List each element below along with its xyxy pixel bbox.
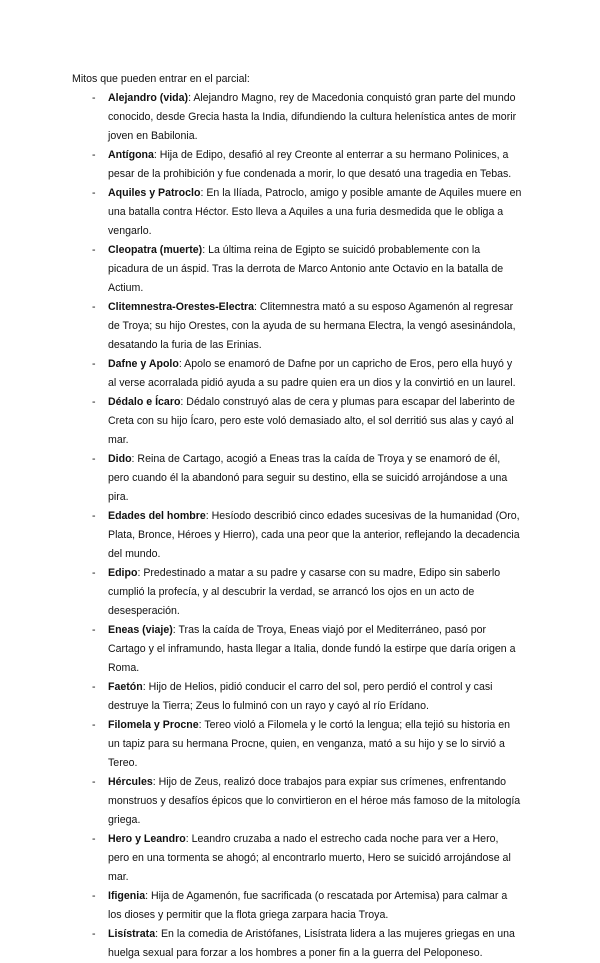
bullet-dash: - [92, 833, 96, 845]
myth-description: : Predestinado a matar a su padre y casarse con su madre, Edipo sin saberlo cumplió la profecía, y al descubrir la verdad, se arrancó los ojos en un acto de desesperación. [108, 567, 501, 617]
myth-description: : Hijo de Helios, pidió conducir el carro del sol, pero perdió el control y casi destruye la Tierra; Zeus lo fulminó con un rayo y cayó al río Erídano. [108, 681, 493, 712]
list-item [72, 925, 522, 963]
bullet-dash: - [92, 719, 96, 731]
list-item [72, 184, 522, 241]
list-item [72, 507, 522, 564]
myth-description: : Tras la caída de Troya, Eneas viajó por el Mediterráneo, pasó por Cartago y el inframundo, hasta llegar a Italia, donde fundó la estirpe que daría origen a Roma. [108, 624, 516, 674]
bullet-dash: - [92, 187, 96, 199]
myth-description: : Reina de Cartago, acogió a Eneas tras la caída de Troya y se enamoró de él, pero cuando él la abandonó para seguir su destino, ella se suicidó arrojándose a una pira. [108, 453, 508, 503]
bullet-dash: - [92, 149, 96, 161]
myth-term: Hércules [108, 776, 153, 788]
myth-term: Dafne y Apolo [108, 358, 179, 370]
myth-description: : Hesíodo describió cinco edades sucesivas de la humanidad (Oro, Plata, Bronce, Héroes y Hierro), cada una peor que la anterior, reflejando la decadencia del mundo. [108, 510, 520, 560]
list-item [72, 450, 522, 507]
myth-term: Aquiles y Patroclo [108, 187, 201, 199]
myth-description: : En la comedia de Aristófanes, Lisístrata lidera a las mujeres griegas en una huelga sexual para forzar a los hombres a poner fin a la guerra del Peloponeso. [108, 928, 515, 959]
myth-description: : La última reina de Egipto se suicidó probablemente con la picadura de un áspid. Tras la derrota de Marco Antonio ante Octavio en la batalla de Actium. [108, 244, 504, 294]
list-item [72, 241, 522, 298]
list-item [72, 146, 522, 184]
bullet-dash: - [92, 358, 96, 370]
myth-description: : Apolo se enamoró de Dafne por un capricho de Eros, pero ella huyó y al verse acorralada pidió ayuda a su padre quien era un dios y la convirtió en un laurel. [108, 358, 516, 389]
myth-description: : Hija de Agamenón, fue sacrificada (o rescatada por Artemisa) para calmar a los dioses y permitir que la flota griega zarpara hacia Troya. [108, 890, 508, 921]
myth-description: : Clitemnestra mató a su esposo Agamenón al regresar de Troya; su hijo Orestes, con la ayuda de su hermana Electra, la vengó asesinándola, desatando la furia de las Erinias. [108, 301, 516, 351]
myth-term: Edades del hombre [108, 510, 206, 522]
list-item [72, 564, 522, 621]
myth-term: Dédalo e Ícaro [108, 396, 181, 408]
myth-term: Antígona [108, 149, 154, 161]
myth-description: : Hija de Edipo, desafió al rey Creonte al enterrar a su hermano Polinices, a pesar de la prohibición y fue condenada a morir, lo que desató una tragedia en Tebas. [108, 149, 512, 180]
list-item [72, 887, 522, 925]
myth-term: Faetón [108, 681, 143, 693]
bullet-dash: - [92, 567, 96, 579]
myth-term: Dido [108, 453, 132, 465]
myth-description: : En la Ilíada, Patroclo, amigo y posible amante de Aquiles muere en una batalla contra Héctor. Esto lleva a Aquiles a una furia desmedida que le obliga a vengarlo. [108, 187, 522, 237]
myth-term: Alejandro (vida) [108, 92, 189, 104]
list-item [72, 621, 522, 678]
bullet-dash: - [92, 244, 96, 256]
myth-term: Edipo [108, 567, 138, 579]
intro-text: Mitos que pueden entrar en el parcial: [72, 73, 250, 85]
bullet-dash: - [92, 890, 96, 902]
myth-description: : Leandro cruzaba a nado el estrecho cada noche para ver a Hero, pero en una tormenta se ahogó; al encontrarlo muerto, Hero se suicidó arrojándose al mar. [108, 833, 511, 883]
list-item [72, 89, 522, 146]
myth-description: : Hijo de Zeus, realizó doce trabajos para expiar sus crímenes, enfrentando monstruos y desafíos épicos que lo convirtieron en el héroe más famoso de la mitología griega. [108, 776, 521, 826]
myth-list [72, 89, 522, 963]
bullet-dash: - [92, 453, 96, 465]
myth-term: Lisístrata [108, 928, 156, 940]
myth-term: Cleopatra (muerte) [108, 244, 203, 256]
myth-term: Hero y Leandro [108, 833, 186, 845]
myth-description: : Dédalo construyó alas de cera y plumas para escapar del laberinto de Creta con su hijo Ícaro, pero este voló demasiado alto, el sol derritió sus alas y cayó al mar. [108, 396, 515, 446]
bullet-dash: - [92, 510, 96, 522]
list-item [72, 355, 522, 393]
list-item [72, 716, 522, 773]
document-page [72, 70, 522, 963]
bullet-dash: - [92, 92, 96, 104]
list-item [72, 830, 522, 887]
myth-description: : Tereo violó a Filomela y le cortó la lengua; ella tejió su historia en un tapiz para su hermana Procne, quien, en venganza, mató a su hijo y se lo sirvió a Tereo. [108, 719, 510, 769]
bullet-dash: - [92, 681, 96, 693]
bullet-dash: - [92, 624, 96, 636]
bullet-dash: - [92, 301, 96, 313]
bullet-dash: - [92, 776, 96, 788]
bullet-dash: - [92, 396, 96, 408]
myth-term: Clitemnestra-Orestes-Electra [108, 301, 255, 313]
list-item [72, 298, 522, 355]
myth-term: Filomela y Procne [108, 719, 199, 731]
list-item [72, 773, 522, 830]
list-item [72, 393, 522, 450]
list-item [72, 678, 522, 716]
myth-term: Eneas (viaje) [108, 624, 173, 636]
bullet-dash: - [92, 928, 96, 940]
myth-description: : Alejandro Magno, rey de Macedonia conquistó gran parte del mundo conocido, desde Grecia hasta la India, difundiendo la cultura helenística antes de morir joven en Babilonia. [108, 92, 517, 142]
myth-term: Ifigenia [108, 890, 146, 902]
